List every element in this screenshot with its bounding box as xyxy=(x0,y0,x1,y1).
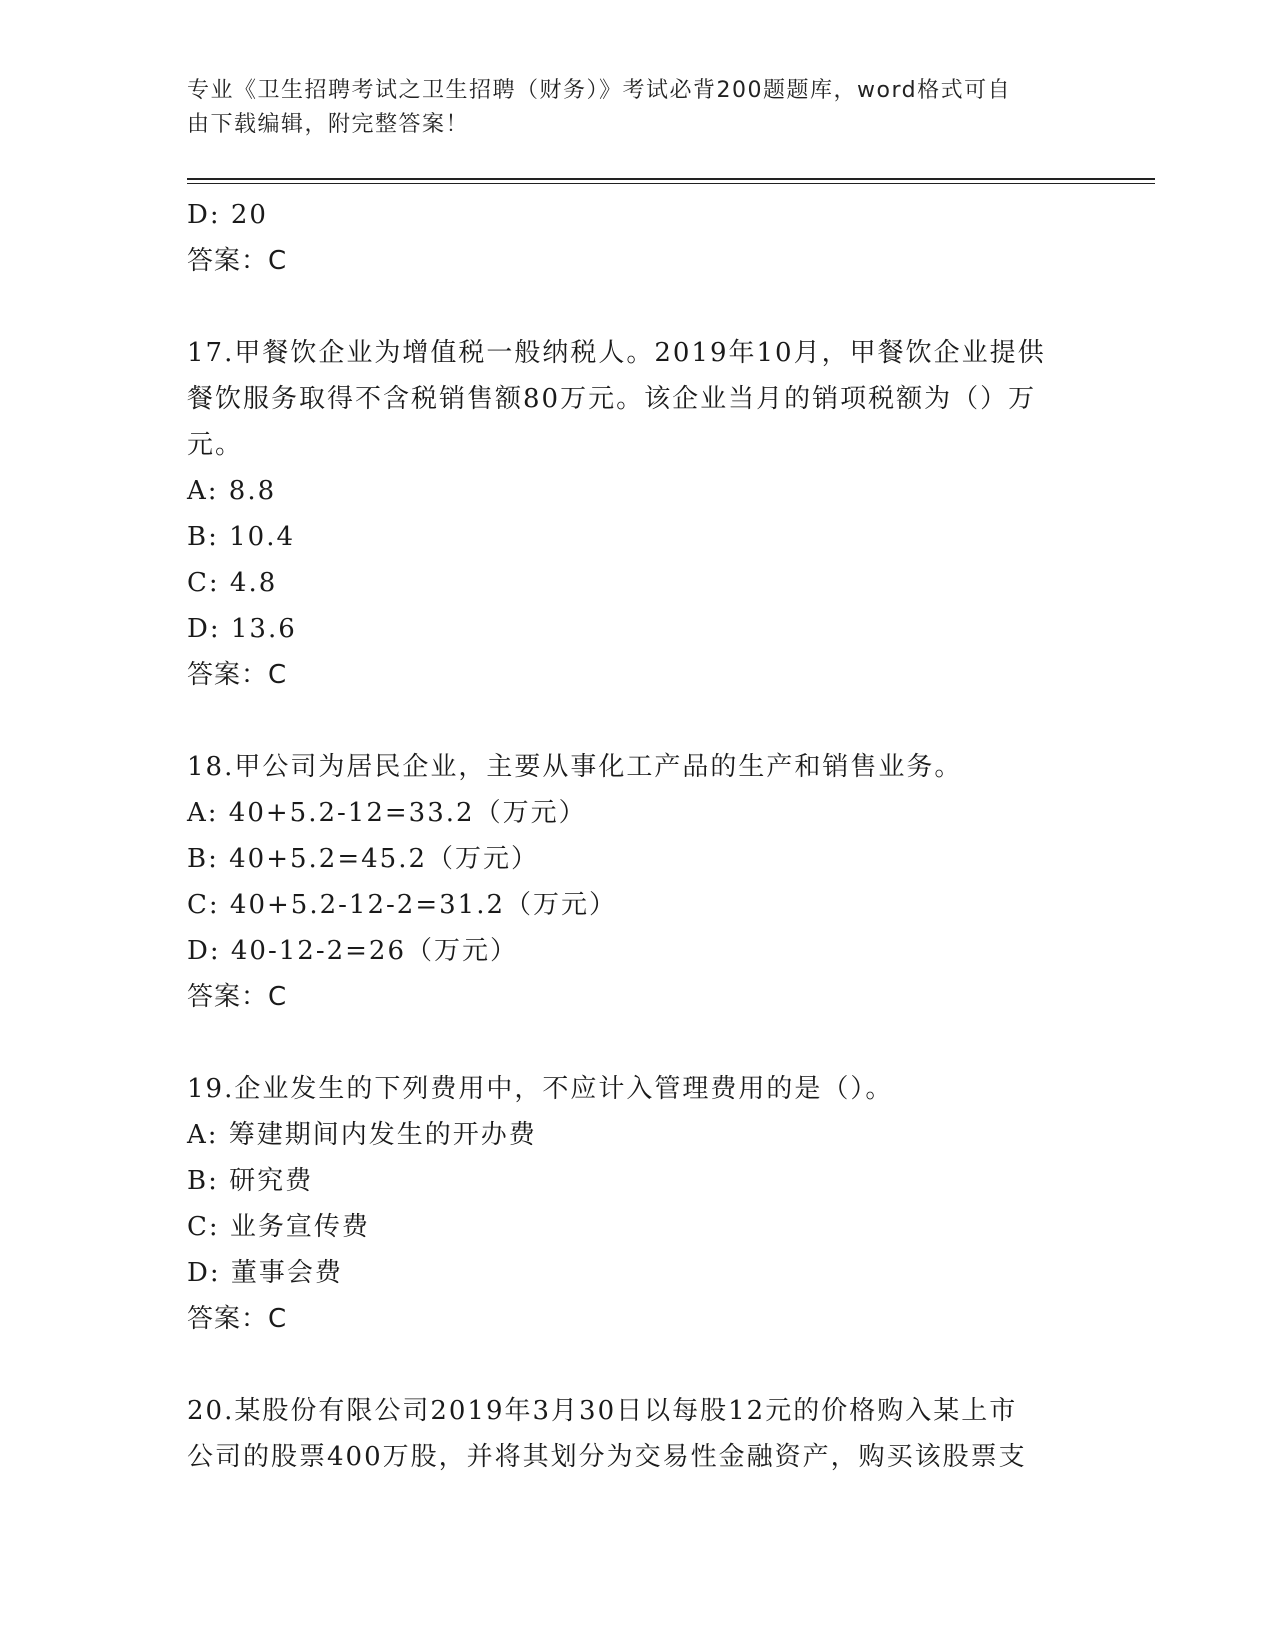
question-19-answer: 答案：C xyxy=(187,1304,288,1334)
question-20-stem-line-2: 公司的股票400万股，并将其划分为交易性金融资产，购买该股票支 xyxy=(187,1442,1027,1472)
question-17-option-a: A: 8.8 xyxy=(187,476,277,506)
question-17-option-b: B: 10.4 xyxy=(187,522,296,552)
question-20-stem-line-1: 20.某股份有限公司2019年3月30日以每股12元的价格购入某上市 xyxy=(187,1396,1018,1426)
header-divider-thin xyxy=(187,183,1155,184)
question-17-option-d: D: 13.6 xyxy=(187,614,297,644)
question-20 xyxy=(187,1388,1087,1480)
question-19 xyxy=(187,1066,1087,1342)
question-17-answer: 答案：C xyxy=(187,660,288,690)
question-18-option-b: B: 40+5.2=45.2（万元） xyxy=(187,844,540,874)
spacer xyxy=(187,1342,1087,1388)
question-19-option-b: B: 研究费 xyxy=(187,1166,314,1196)
question-19-option-c: C: 业务宣传费 xyxy=(187,1212,370,1242)
spacer xyxy=(187,284,1087,330)
question-17-option-c: C: 4.8 xyxy=(187,568,278,598)
spacer xyxy=(187,698,1087,744)
document-header xyxy=(187,74,1067,142)
question-18 xyxy=(187,744,1087,1020)
header-line-1: 专业《卫生招聘考试之卫生招聘（财务）》考试必背200题题库，word格式可自 xyxy=(187,78,1012,103)
question-17 xyxy=(187,330,1087,698)
question-17-stem-line-3: 元。 xyxy=(187,430,244,460)
question-17-stem-line-2: 餐饮服务取得不含税销售额80万元。该企业当月的销项税额为（）万 xyxy=(187,384,1037,414)
question-19-option-a: A: 筹建期间内发生的开办费 xyxy=(187,1120,537,1150)
question-18-stem-line-1: 18.甲公司为居民企业，主要从事化工产品的生产和销售业务。 xyxy=(187,752,963,782)
question-18-option-d: D: 40-12-2=26（万元） xyxy=(187,936,519,966)
question-list xyxy=(187,192,1087,1480)
prev-answer: 答案：C xyxy=(187,246,288,276)
question-17-stem-line-1: 17.甲餐饮企业为增值税一般纳税人。2019年10月，甲餐饮企业提供 xyxy=(187,338,1046,368)
header-divider-thick xyxy=(187,178,1155,180)
question-18-answer: 答案：C xyxy=(187,982,288,1012)
question-19-option-d: D: 董事会费 xyxy=(187,1258,343,1288)
spacer xyxy=(187,1020,1087,1066)
header-line-2: 由下载编辑，附完整答案！ xyxy=(187,112,470,137)
question-18-option-a: A: 40+5.2-12=33.2（万元） xyxy=(187,798,587,828)
question-18-option-c: C: 40+5.2-12-2=31.2（万元） xyxy=(187,890,618,920)
question-19-stem-line-1: 19.企业发生的下列费用中，不应计入管理费用的是（）。 xyxy=(187,1074,894,1104)
prev-option-d: D: 20 xyxy=(187,200,268,230)
